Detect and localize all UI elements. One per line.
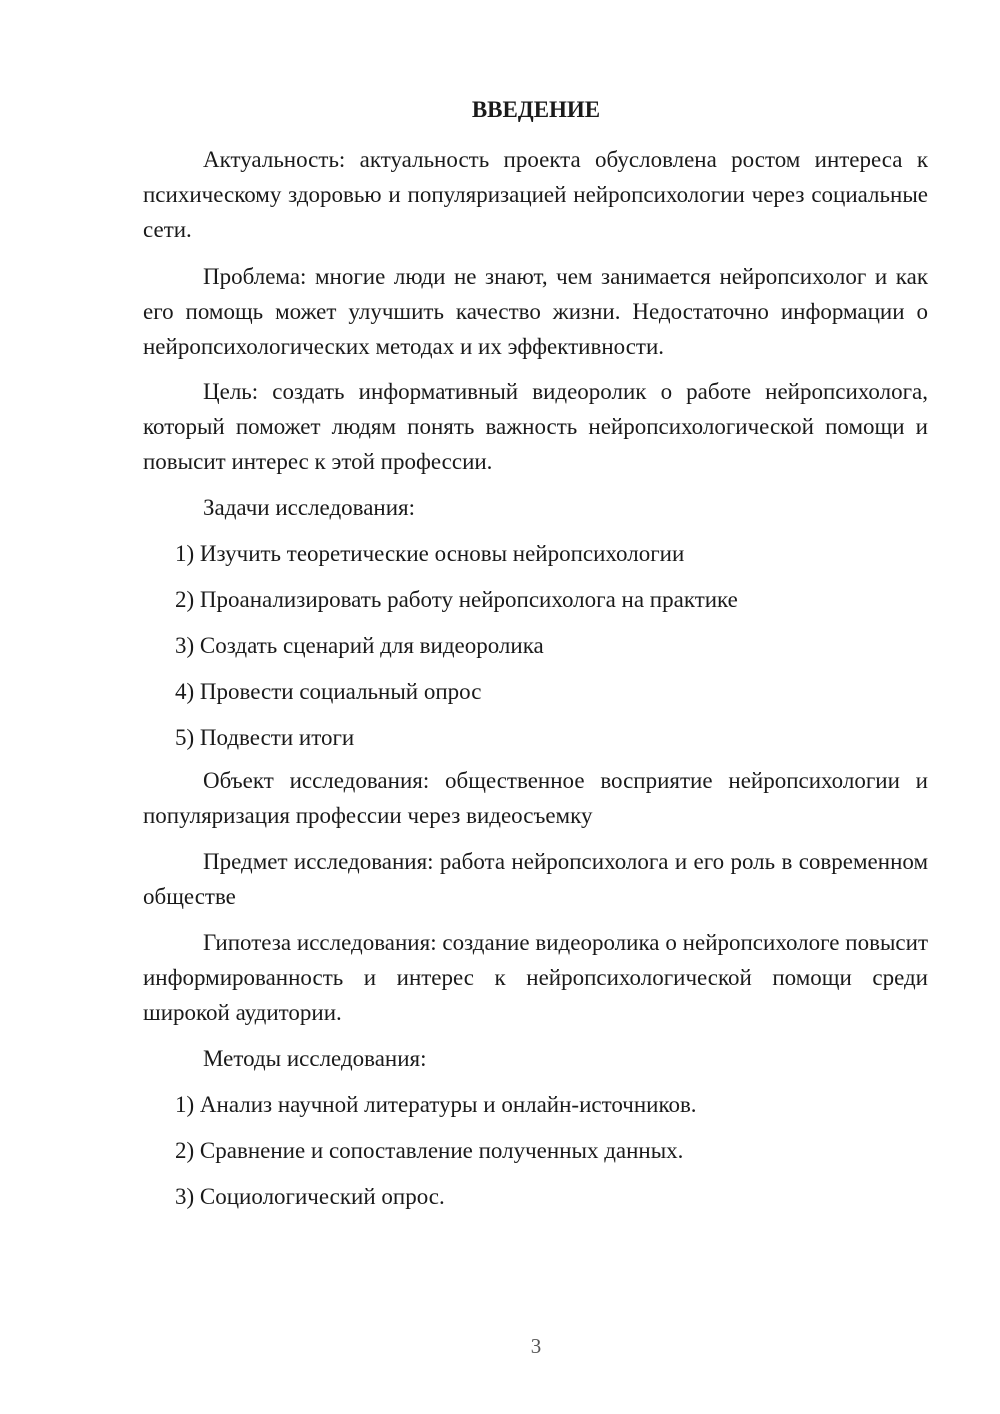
goal-paragraph <box>143 374 928 479</box>
goal-text: Цель: создать информативный видеоролик о работе нейропсихолога, который поможет людям понять важность нейропсихологической помощи и повысит интерес к этой профессии. <box>143 379 928 474</box>
list-item: 1) Изучить теоретические основы нейропсихологии <box>175 541 685 566</box>
list-item: 2) Проанализировать работу нейропсихолога на практике <box>175 587 738 612</box>
tasks-title: Задачи исследования: <box>203 495 416 520</box>
list-item: 3) Создать сценарий для видеоролика <box>175 633 544 658</box>
tasks-list <box>143 536 928 755</box>
list-item: 3) Социологический опрос. <box>175 1184 445 1209</box>
problem-paragraph <box>143 259 928 364</box>
hypothesis-paragraph <box>143 925 928 1030</box>
list-item: 5) Подвести итоги <box>175 725 355 750</box>
subject-text: Предмет исследования: работа нейропсихолога и его роль в современном обществе <box>143 849 928 909</box>
list-item: 1) Анализ научной литературы и онлайн-источников. <box>175 1092 697 1117</box>
list-item: 2) Сравнение и сопоставление полученных данных. <box>175 1138 684 1163</box>
list-item: 4) Провести социальный опрос <box>175 679 482 704</box>
subject-paragraph <box>143 844 928 914</box>
page-number: 3 <box>530 1334 542 1358</box>
methods-section <box>143 1041 928 1076</box>
tasks-section <box>143 490 928 525</box>
object-paragraph <box>143 763 928 833</box>
hypothesis-text: Гипотеза исследования: создание видеоролика о нейропсихологе повысит информированность и интерес к нейропсихологической помощи среди широкой аудитории. <box>143 930 928 1025</box>
section-heading: ВВЕДЕНИЕ <box>471 97 601 122</box>
relevance-paragraph <box>143 142 928 247</box>
object-text: Объект исследования: общественное восприятие нейропсихологии и популяризация профессии через видеосъемку <box>143 768 928 828</box>
relevance-text: Актуальность: актуальность проекта обусловлена ростом интереса к психическому здоровью и популяризацией нейропсихологии через социальные сети. <box>143 147 928 242</box>
methods-title: Методы исследования: <box>203 1046 427 1071</box>
methods-list <box>143 1087 928 1214</box>
problem-text: Проблема: многие люди не знают, чем занимается нейропсихолог и как его помощь может улучшить качество жизни. Недостаточно информации о нейропсихологических методах и их эффективности. <box>143 264 928 359</box>
